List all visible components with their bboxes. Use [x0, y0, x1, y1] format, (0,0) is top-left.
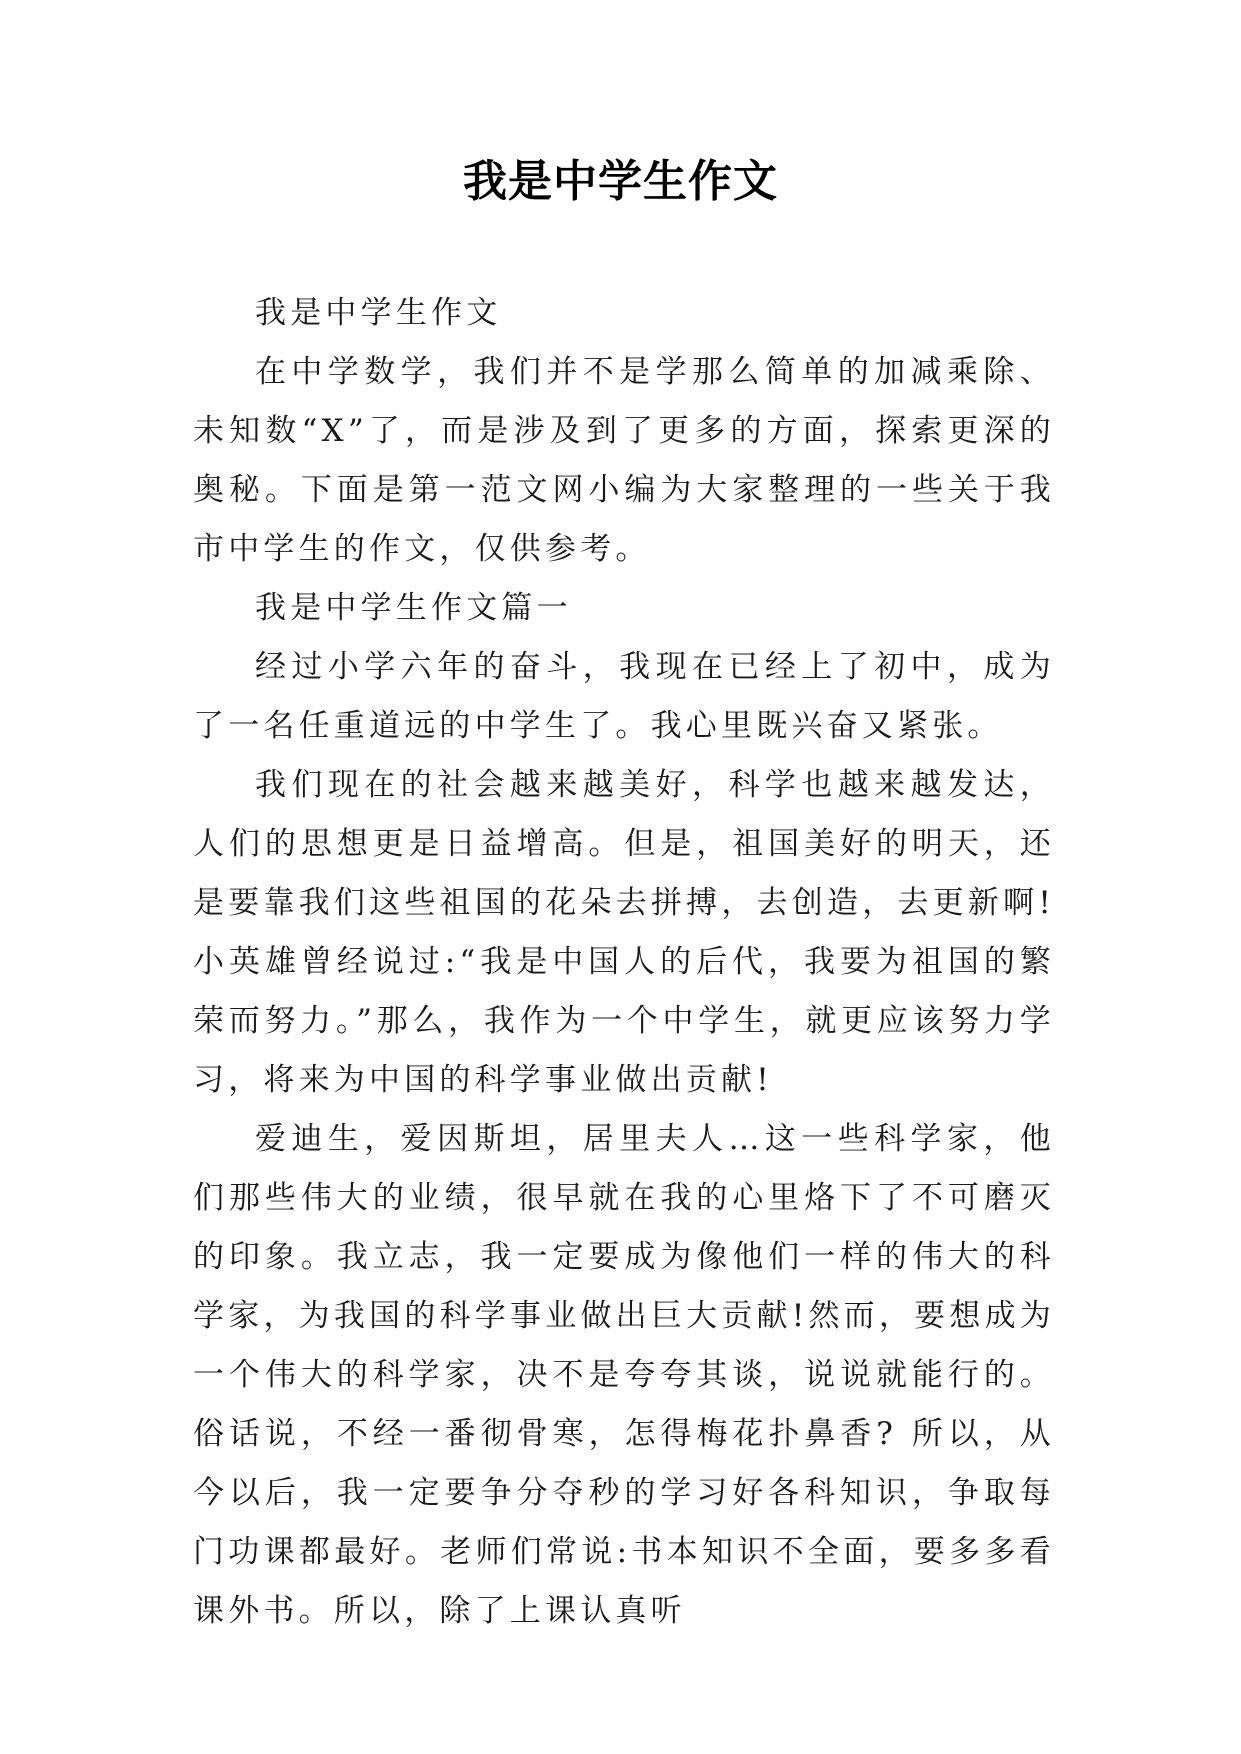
paragraph-body: 经过小学六年的奋斗，我现在已经上了初中，成为了一名任重道远的中学生了。我心里既兴奋又紧张。	[193, 649, 1055, 744]
paragraph-intro: 在中学数学，我们并不是学那么简单的加减乘除、未知数“X”了，而是涉及到了更多的方面，探索更深的奥秘。下面是第一范文网小编为大家整理的一些关于我市中学生的作文，仅供参考。	[193, 354, 1055, 567]
paragraph-body: 爱迪生，爱因斯坦，居里夫人…这一些科学家，他们那些伟大的业绩，很早就在我的心里烙下了不可磨灭的印象。我立志，我一定要成为像他们一样的伟大的科学家，为我国的科学事业做出巨大贡献!然而，要想成为一个伟大的科学家，决不是夸夸其谈，说说就能行的。俗话说，不经一番彻骨寒，怎得梅花扑鼻香? 所以，从今以后，我一定要争分夺秒的学习好各科知识，争取每门功课都最好。老师们常说:书本知识不全面，要多多看课外书。所以，除了上课认真听	[193, 1121, 1055, 1629]
document-body	[193, 284, 1055, 1641]
paragraph-subtitle: 我是中学生作文	[255, 295, 502, 331]
paragraph-section-heading: 我是中学生作文篇一	[255, 590, 572, 626]
document-title: 我是中学生作文	[463, 156, 778, 207]
paragraph-body: 我们现在的社会越来越美好，科学也越来越发达，人们的思想更是日益增高。但是，祖国美好的明天，还是要靠我们这些祖国的花朵去拼搏，去创造，去更新啊!小英雄曾经说过:“我是中国人的后代，我要为祖国的繁荣而努力。”那么，我作为一个中学生，就更应该努力学习，将来为中国的科学事业做出贡献!	[193, 767, 1055, 1098]
